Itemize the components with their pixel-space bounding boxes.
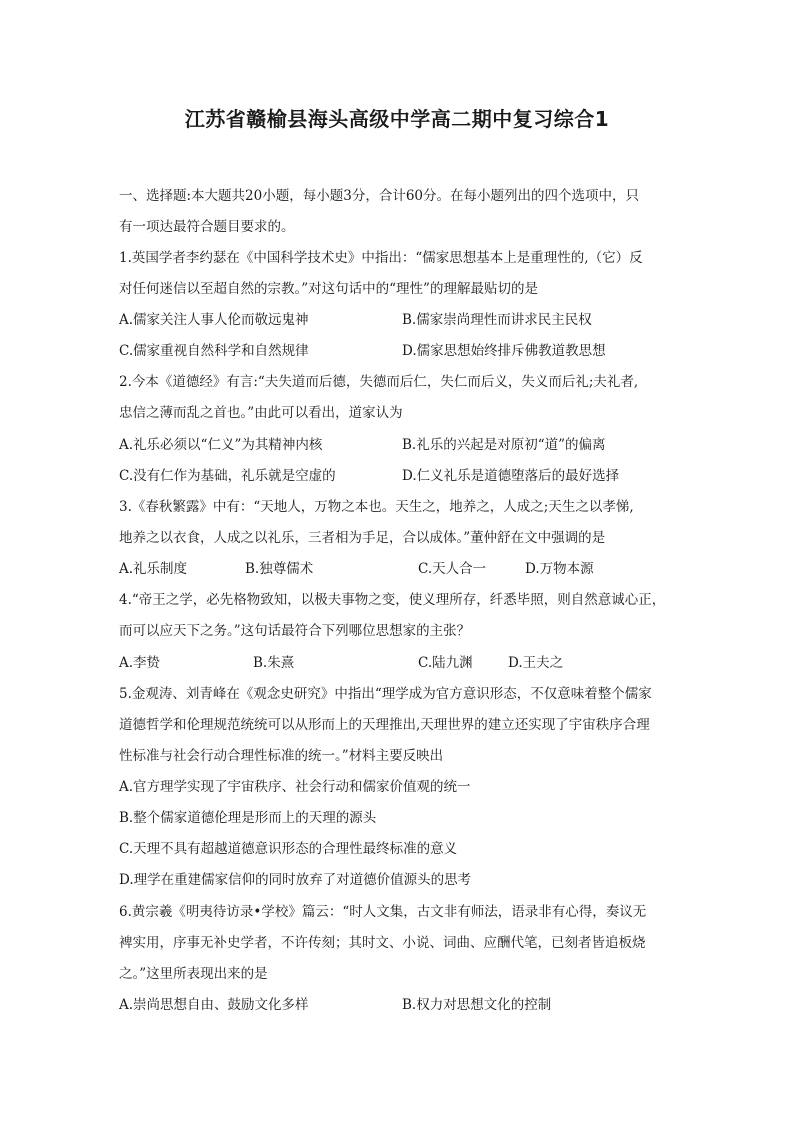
question-5-stem: 5.金观涛、刘青峰在《观念史研究》中指出“理学成为官方意识形态，不仅意味着整个儒家 (119, 686, 652, 702)
question-3-option-a: A.礼乐制度 (119, 561, 188, 577)
question-5-stem: 性标准与社会行动合理性标准的统一。”材料主要反映出 (119, 748, 444, 764)
question-3-stem: 地养之以衣食，人成之以礼乐，三者相为手足，合以成体。”董仲舒在文中强调的是 (119, 530, 606, 546)
question-2-option-b: B.礼乐的兴起是对原初“道”的偏离 (402, 437, 606, 453)
question-5-option-b: B.整个儒家道德伦理是形而上的天理的源头 (119, 810, 377, 826)
question-2-option-d: D.仁义礼乐是道德堕落后的最好选择 (402, 468, 620, 484)
question-1-stem: 1.英国学者李约瑟在《中国科学技术史》中指出：“儒家思想基本上是重理性的,（它）反 (119, 250, 643, 266)
question-1-option-b: B.儒家崇尚理性而讲求民主民权 (402, 312, 592, 328)
question-6-stem: 之。”这里所表现出来的是 (119, 966, 268, 982)
question-4-stem: 而可以应天下之务。”这句话最符合下列哪位思想家的主张？ (119, 623, 471, 639)
section-instruction-line: 一、选择题:本大题共20小题，每小题3分，合计60分。在每小题列出的四个选项中，只 (119, 188, 639, 204)
question-4-option-a: A.李贽 (119, 655, 161, 671)
question-1-option-d: D.儒家思想始终排斥佛教道教思想 (402, 343, 606, 359)
question-6-option-b: B.权力对思想文化的控制 (402, 997, 552, 1013)
question-6-option-a: A.崇尚思想自由、鼓励文化多样 (119, 997, 309, 1013)
question-6-stem: 裨实用，序事无补史学者，不许传刻；其时文、小说、词曲、应酬代笔，已刻者皆追板烧 (119, 935, 646, 951)
question-1-stem: 对任何迷信以至超自然的宗教。”对这句话中的“理性”的理解最贴切的是 (119, 281, 538, 297)
question-1-option-c: C.儒家重视自然科学和自然规律 (119, 343, 309, 359)
question-3-option-b: B.独尊儒术 (245, 561, 314, 577)
section-instruction-line: 有一项达最符合题目要求的。 (119, 219, 295, 235)
question-2-option-c: C.没有仁作为基础，礼乐就是空虚的 (119, 468, 336, 484)
question-6-stem: 6.黄宗羲《明夷待访录•学校》篇云：“时人文集，古文非有师法，语录非有心得，奏议无 (119, 904, 647, 920)
question-1-option-a: A.儒家关注人事人伦而敬远鬼神 (119, 312, 309, 328)
question-4-option-b: B.朱熹 (253, 655, 295, 671)
question-2-stem: 2.今本《道德经》有言:“夫失道而后德，失德而后仁，失仁而后义，失义而后礼;夫礼者, (119, 374, 639, 390)
question-5-option-c: C.天理不具有超越道德意识形态的合理性最终标准的意义 (119, 841, 458, 857)
question-2-option-a: A.礼乐必须以“仁义”为其精神内核 (119, 437, 323, 453)
question-4-option-d: D.王夫之 (508, 655, 564, 671)
question-3-option-c: C.天人合一 (418, 561, 487, 577)
question-3-stem: 3.《春秋繁露》中有：“天地人，万物之本也。天生之，地养之，人成之;天生之以孝悌, (119, 499, 634, 515)
page-title: 江苏省赣榆县海头高级中学高二期中复习综合1 (184, 107, 610, 131)
question-4-option-c: C.陆九渊 (418, 655, 473, 671)
question-4-stem: 4.“帝王之学，必先格物致知，以极夫事物之变，使义理所存，纤悉毕照，则自然意诚心正， (119, 592, 666, 608)
question-2-stem: 忠信之薄而乱之首也。”由此可以看出，道家认为 (119, 405, 403, 421)
question-5-option-a: A.官方理学实现了宇宙秩序、社会行动和儒家价值观的统一 (119, 779, 471, 795)
question-5-stem: 道德哲学和伦理规范统统可以从形而上的天理推出,天理世界的建立还实现了宇宙秩序合理 (119, 717, 650, 733)
question-5-option-d: D.理学在重建儒家信仰的同时放弃了对道德价值源头的思考 (119, 872, 472, 888)
question-3-option-d: D.万物本源 (525, 561, 594, 577)
